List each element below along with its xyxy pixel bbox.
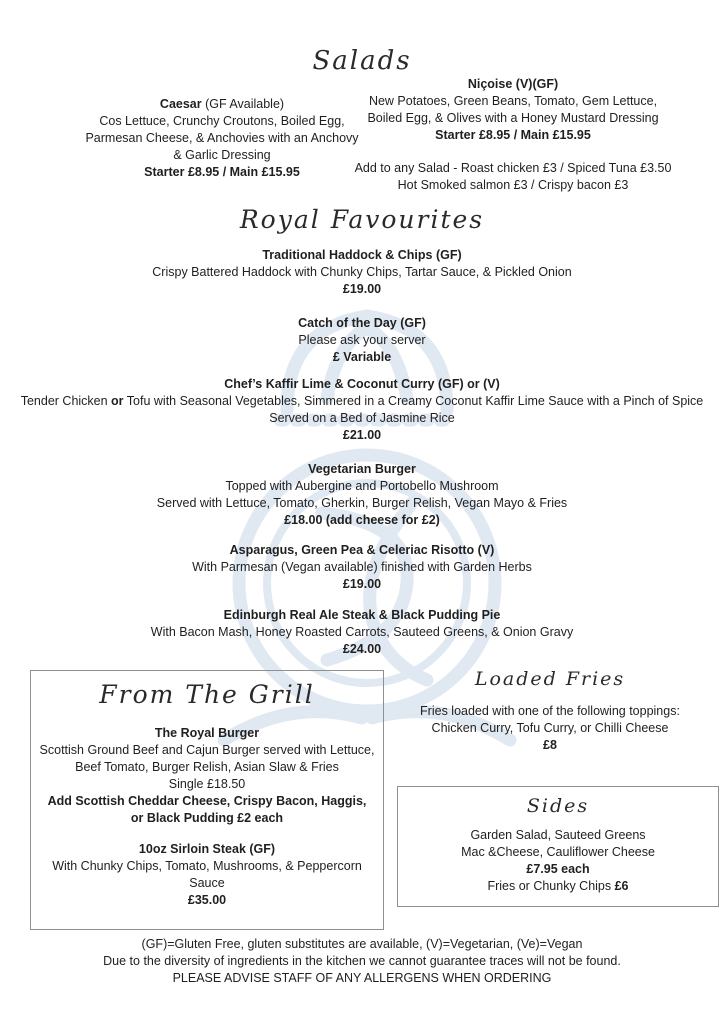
royal-burger-desc: Beef Tomato, Burger Relish, Asian Slaw & Fries: [75, 760, 339, 774]
curry-name: Chef’s Kaffir Lime & Coconut Curry (GF) or (V): [224, 377, 500, 391]
nicoise-salad-item: [353, 76, 673, 144]
catch-of-day-desc: Please ask your server: [298, 333, 426, 347]
sides-desc: Mac &Cheese, Cauliflower Cheese: [461, 845, 655, 859]
risotto-item: [0, 542, 724, 593]
haddock-item: [0, 247, 724, 298]
sides-heading: Sides: [526, 795, 590, 817]
royal-burger-price: Single £18.50: [168, 777, 246, 791]
veg-burger-desc: Served with Lettuce, Tomato, Gherkin, Burger Relish, Vegan Mayo & Fries: [156, 496, 568, 510]
caesar-salad-desc: & Garlic Dressing: [173, 148, 271, 162]
footer-gf-legend: (GF)=Gluten Free, gluten substitutes are available, (V)=Vegetarian, (Ve)=Vegan: [141, 937, 583, 951]
allergen-footer: [0, 936, 724, 987]
veg-burger-desc: Topped with Aubergine and Portobello Mushroom: [225, 479, 499, 493]
veg-burger-name: Vegetarian Burger: [308, 462, 416, 476]
curry-desc: Served on a Bed of Jasmine Rice: [269, 411, 455, 425]
steak-pie-price: £24.00: [342, 642, 382, 656]
catch-of-day-price: £ Variable: [332, 350, 392, 364]
sides-desc: Garden Salad, Sauteed Greens: [470, 828, 646, 842]
catch-of-day-name: Catch of the Day (GF): [298, 316, 426, 330]
haddock-price: £19.00: [342, 282, 382, 296]
from-the-grill-box: [30, 670, 384, 930]
veg-burger-price: £18.00 (add cheese for £2): [284, 513, 440, 527]
salad-addons: [353, 160, 673, 194]
salad-addon-line: Hot Smoked salmon £3 / Crispy bacon £3: [397, 178, 629, 192]
caesar-salad-item: [62, 96, 382, 181]
curry-price: £21.00: [342, 428, 382, 442]
loaded-fries-price: £8: [543, 738, 557, 752]
royal-burger-addons: or Black Pudding £2 each: [130, 811, 284, 825]
veg-burger-item: [0, 461, 724, 529]
sides-fries-price: Fries or Chunky Chips £6: [487, 879, 629, 893]
caesar-salad-price: Starter £8.95 / Main £15.95: [144, 165, 300, 179]
royal-favourites-heading: Royal Favourites: [239, 205, 485, 234]
caesar-salad-desc: Parmesan Cheese, & Anchovies with an Anchovy: [85, 131, 359, 145]
haddock-name: Traditional Haddock & Chips (GF): [262, 248, 462, 262]
nicoise-salad-desc: Boiled Egg, & Olives with a Honey Mustard Dressing: [367, 111, 659, 125]
royal-burger-addons: Add Scottish Cheddar Cheese, Crispy Bacon, Haggis,: [47, 794, 367, 808]
loaded-fries-section: [385, 666, 715, 754]
loaded-fries-desc: Chicken Curry, Tofu Curry, or Chilli Cheese: [431, 721, 669, 735]
haddock-desc: Crispy Battered Haddock with Chunky Chips, Tartar Sauce, & Pickled Onion: [152, 265, 572, 279]
sirloin-steak-price: £35.00: [187, 893, 227, 907]
risotto-desc: With Parmesan (Vegan available) finished with Garden Herbs: [192, 560, 532, 574]
salads-heading: Salads: [312, 46, 412, 76]
curry-item: [0, 376, 724, 444]
royal-burger-item: [31, 725, 383, 827]
loaded-fries-heading: Loaded Fries: [474, 668, 626, 690]
nicoise-salad-desc: New Potatoes, Green Beans, Tomato, Gem Lettuce,: [368, 94, 658, 108]
steak-pie-item: [0, 607, 724, 658]
royal-burger-desc: Scottish Ground Beef and Cajun Burger served with Lettuce,: [39, 743, 375, 757]
loaded-fries-desc: Fries loaded with one of the following toppings:: [420, 704, 680, 718]
nicoise-salad-price: Starter £8.95 / Main £15.95: [435, 128, 591, 142]
sides-price: £7.95 each: [526, 862, 590, 876]
nicoise-salad-name: Niçoise (V)(GF): [467, 77, 559, 91]
steak-pie-name: Edinburgh Real Ale Steak & Black Pudding Pie: [223, 608, 501, 622]
footer-allergen-warning: PLEASE ADVISE STAFF OF ANY ALLERGENS WHEN ORDERING: [172, 971, 552, 985]
caesar-salad-desc: Cos Lettuce, Crunchy Croutons, Boiled Egg,: [99, 114, 345, 128]
risotto-name: Asparagus, Green Pea & Celeriac Risotto (V): [229, 543, 495, 557]
caesar-salad-name: Caesar (GF Available): [159, 97, 285, 111]
from-the-grill-heading: From The Grill: [99, 680, 315, 709]
risotto-price: £19.00: [342, 577, 382, 591]
sirloin-steak-desc: With Chunky Chips, Tomato, Mushrooms, & Peppercorn: [52, 859, 362, 873]
salad-addon-line: Add to any Salad - Roast chicken £3 / Spiced Tuna £3.50: [354, 161, 672, 175]
sirloin-steak-item: [31, 841, 383, 909]
curry-desc: Tender Chicken or Tofu with Seasonal Vegetables, Simmered in a Creamy Coconut Kaffir Lime Sauce with a Pinch of Spice: [20, 394, 704, 408]
footer-traces-note: Due to the diversity of ingredients in the kitchen we cannot guarantee traces will not be found.: [103, 954, 621, 968]
sirloin-steak-desc: Sauce: [189, 876, 225, 890]
sides-box: [397, 786, 719, 907]
royal-burger-name: The Royal Burger: [154, 726, 260, 740]
catch-of-day-item: [0, 315, 724, 366]
sirloin-steak-name: 10oz Sirloin Steak (GF): [138, 842, 276, 856]
steak-pie-desc: With Bacon Mash, Honey Roasted Carrots, Sauteed Greens, & Onion Gravy: [150, 625, 574, 639]
